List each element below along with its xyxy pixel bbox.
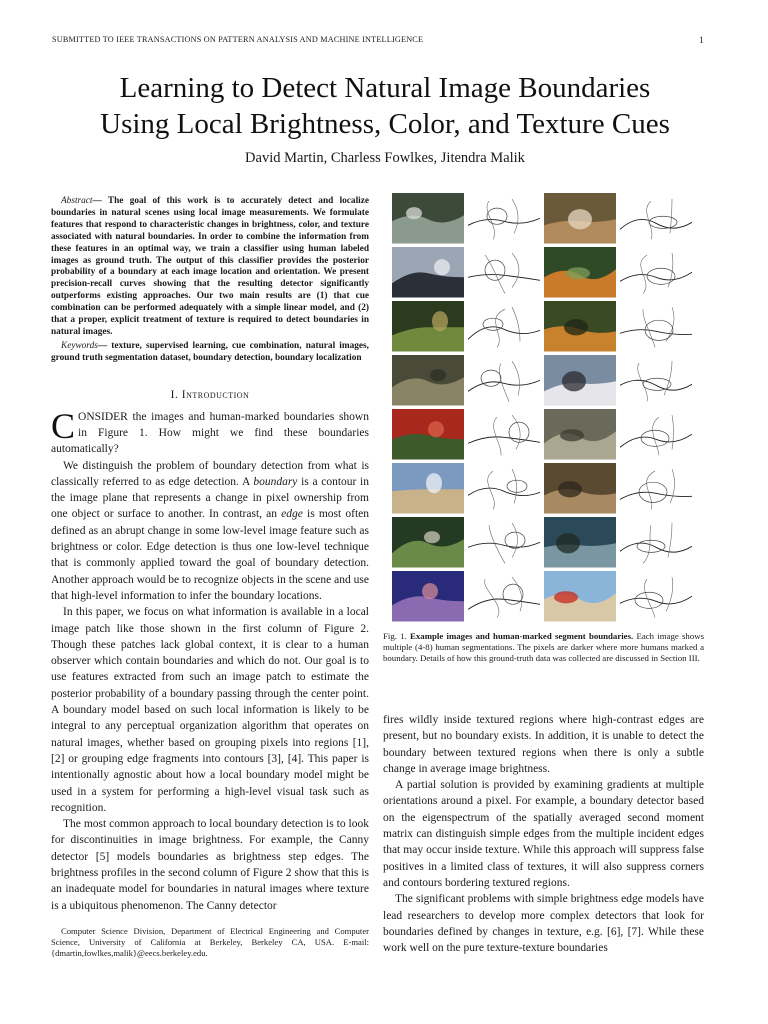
rocks-water-photo — [544, 517, 616, 568]
emphasis: edge — [281, 508, 303, 521]
snake-boundary — [620, 409, 692, 460]
beach-person-photo — [544, 571, 616, 622]
keywords-label: Keywords — [61, 340, 98, 351]
author-list: David Martin, Charless Fowlkes, Jitendra Malik — [245, 150, 525, 166]
emphasis: boundary — [253, 475, 298, 488]
people-buildings-photo — [544, 355, 616, 406]
elephants-photo — [392, 355, 464, 406]
people-buildings-boundary — [620, 355, 692, 406]
page-number: 1 — [699, 35, 704, 45]
paragraph: fires wildly inside textured regions where high-contrast edges are present, but no boundary exists. In addition, it is unable to detect the boundary between textured regions when there is only a subtle change in average image brightness. — [383, 714, 704, 775]
elephants-boundary — [468, 355, 540, 406]
castle-mountain-photo — [392, 463, 464, 514]
keywords — [51, 341, 369, 365]
figure-1-caption — [383, 631, 704, 665]
temple-water-boundary — [468, 571, 540, 622]
caption-text: Each image shows multiple (4-8) human segmentations. The pixels are darker where more humans marked a boundary. Details of how this ground-truth data was collected are discussed in Section III. — [383, 631, 705, 664]
tiger-boundary — [620, 247, 692, 298]
section-heading-introduction — [51, 389, 369, 401]
title-line-1: Learning to Detect Natural Image Boundaries — [119, 72, 651, 104]
journal-name: SUBMITTED TO IEEE TRANSACTIONS ON PATTERN ANALYSIS AND MACHINE INTELLIGENCE — [52, 35, 424, 44]
penguins-boundary — [468, 193, 540, 244]
paragraph: The most common approach to local boundary detection is to look for discontinuities in image brightness. For example, the Canny detector [5] models boundaries as brightness step edges. The brightness profiles in the second column of Figure 2 show that this is an inadequate model for boundaries in natural images where texture is a ubiquitous phenomenon. The Canny detector — [51, 818, 369, 912]
tiger-photo — [544, 247, 616, 298]
rocks-water-boundary — [620, 517, 692, 568]
right-column-body — [383, 712, 704, 956]
deer-forest-photo — [392, 301, 464, 352]
introduction-body — [51, 405, 369, 914]
abstract — [51, 196, 369, 339]
paragraph-text: We distinguish the problem of boundary detection from what is classically referred to as edge detection. A — [51, 459, 369, 488]
title-line-2: Using Local Brightness, Color, and Texture Cues — [100, 108, 670, 140]
paragraph-text: is a contour in the image plane that represents a change in pixel ownership from one object or surface to another. In contrast, an — [51, 475, 369, 521]
section-numeral: I. — [170, 388, 179, 401]
paragraph-text: is most often defined as an abrupt change in some low-level image feature such as brightness or color. Edge detection is thus one low-level technique that is commonly applied toward the goal of boundary detection. Another approach would be to recognize objects in the scene and use that high-level information to infer the boundary locations. — [51, 508, 369, 602]
bear-boundary — [620, 193, 692, 244]
running-header — [52, 35, 704, 44]
paragraph — [51, 458, 369, 605]
keywords-text: — texture, supervised learning, cue combination, natural images, ground truth segmentation dataset, boundary detection, boundary localization — [51, 340, 369, 363]
red-flowers-boundary — [468, 409, 540, 460]
paragraph: A partial solution is provided by examining gradients at multiple orientations around a pixel. For example, a boundary detector based on the eigenspectrum of the spatially averaged second moment matrix can distinguish simple edges from the multiple incident edges that may occur inside texture. While this approach will suppress false positives in a limited class of textures, it will also suppress corners and contours bordering textured regions. — [383, 779, 704, 889]
castle-mountain-boundary — [468, 463, 540, 514]
lizard-photo — [544, 463, 616, 514]
figure-1-grid — [392, 193, 692, 621]
abstract-text: — The goal of this work is to accurately detect and localize boundaries in natural scenes using local image measurements. We formulate features that respond to characteristic changes in brightness, color, and texture associated with natural boundaries. In order to combine the information from these features in an optimal way, we train a classifier using human labeled images as ground truth. The output of this classifier provides the posterior probability of a boundary at each image location and orientation. We present precision-recall curves showing that the resulting detector significantly outperforms existing approaches. Our two main results are (1) that cue combination can be performed adequately with a simple linear model, and (2) that a proper, explicit treatment of texture is required to detect boundaries in natural images. — [51, 196, 369, 337]
penguin-standing-photo — [392, 247, 464, 298]
lizard-boundary — [620, 463, 692, 514]
tree-branches-photo — [392, 517, 464, 568]
paper-title — [40, 70, 730, 142]
figure-label: Fig. 1. — [383, 631, 407, 641]
penguins-photo — [392, 193, 464, 244]
red-flowers-photo — [392, 409, 464, 460]
paragraph — [51, 405, 369, 458]
penguin-standing-boundary — [468, 247, 540, 298]
beach-person-boundary — [620, 571, 692, 622]
paragraph: In this paper, we focus on what information is available in a local image patch like those shown in the first column of Figure 2. Though these patches lack global context, it is clear to a human observer which contain boundaries and which do not. Our goal is to use features extracted from such an image patch to estimate the posterior probability of a boundary passing through the center point. A boundary model based on such local information is likely to be integral to any perceptual organization algorithm that operates on natural images, whether based on grouping pixels into regions [1], [2] or grouping edge fragments into contours [3], [4]. This paper is intentionally agnostic about how a local boundary model might be used in a system for performing a high-level visual task such as recognition. — [51, 606, 369, 814]
drop-cap: C — [51, 405, 76, 446]
paragraph: The significant problems with simple brightness edge models have lead researchers to develop more complex detectors that look for boundaries defined by changes in texture, e.g. [6], [7]. While these work well on the pure texture-texture boundaries — [383, 893, 704, 955]
snake-photo — [544, 409, 616, 460]
paragraph-text: ONSIDER the images and human-marked boundaries shown in Figure 1. How might we find these boundaries automatically? — [51, 410, 369, 456]
bear-photo — [544, 193, 616, 244]
deer-forest-boundary — [468, 301, 540, 352]
temple-water-photo — [392, 571, 464, 622]
abstract-label: Abstract — [61, 196, 93, 206]
footnote: Computer Science Division, Department of Electrical Engineering and Computer Science, University of California at Berkeley, Berkeley CA, USA. E-mail: {dmartin,fowlkes,malik}@eecs.berkeley.edu. — [51, 926, 369, 958]
caption-bold: Example images and human-marked segment boundaries. — [410, 631, 634, 641]
tiger-resting-photo — [544, 301, 616, 352]
tree-branches-boundary — [468, 517, 540, 568]
section-title: Introduction — [181, 388, 250, 401]
left-column — [51, 196, 369, 914]
tiger-resting-boundary — [620, 301, 692, 352]
right-column — [383, 712, 704, 956]
